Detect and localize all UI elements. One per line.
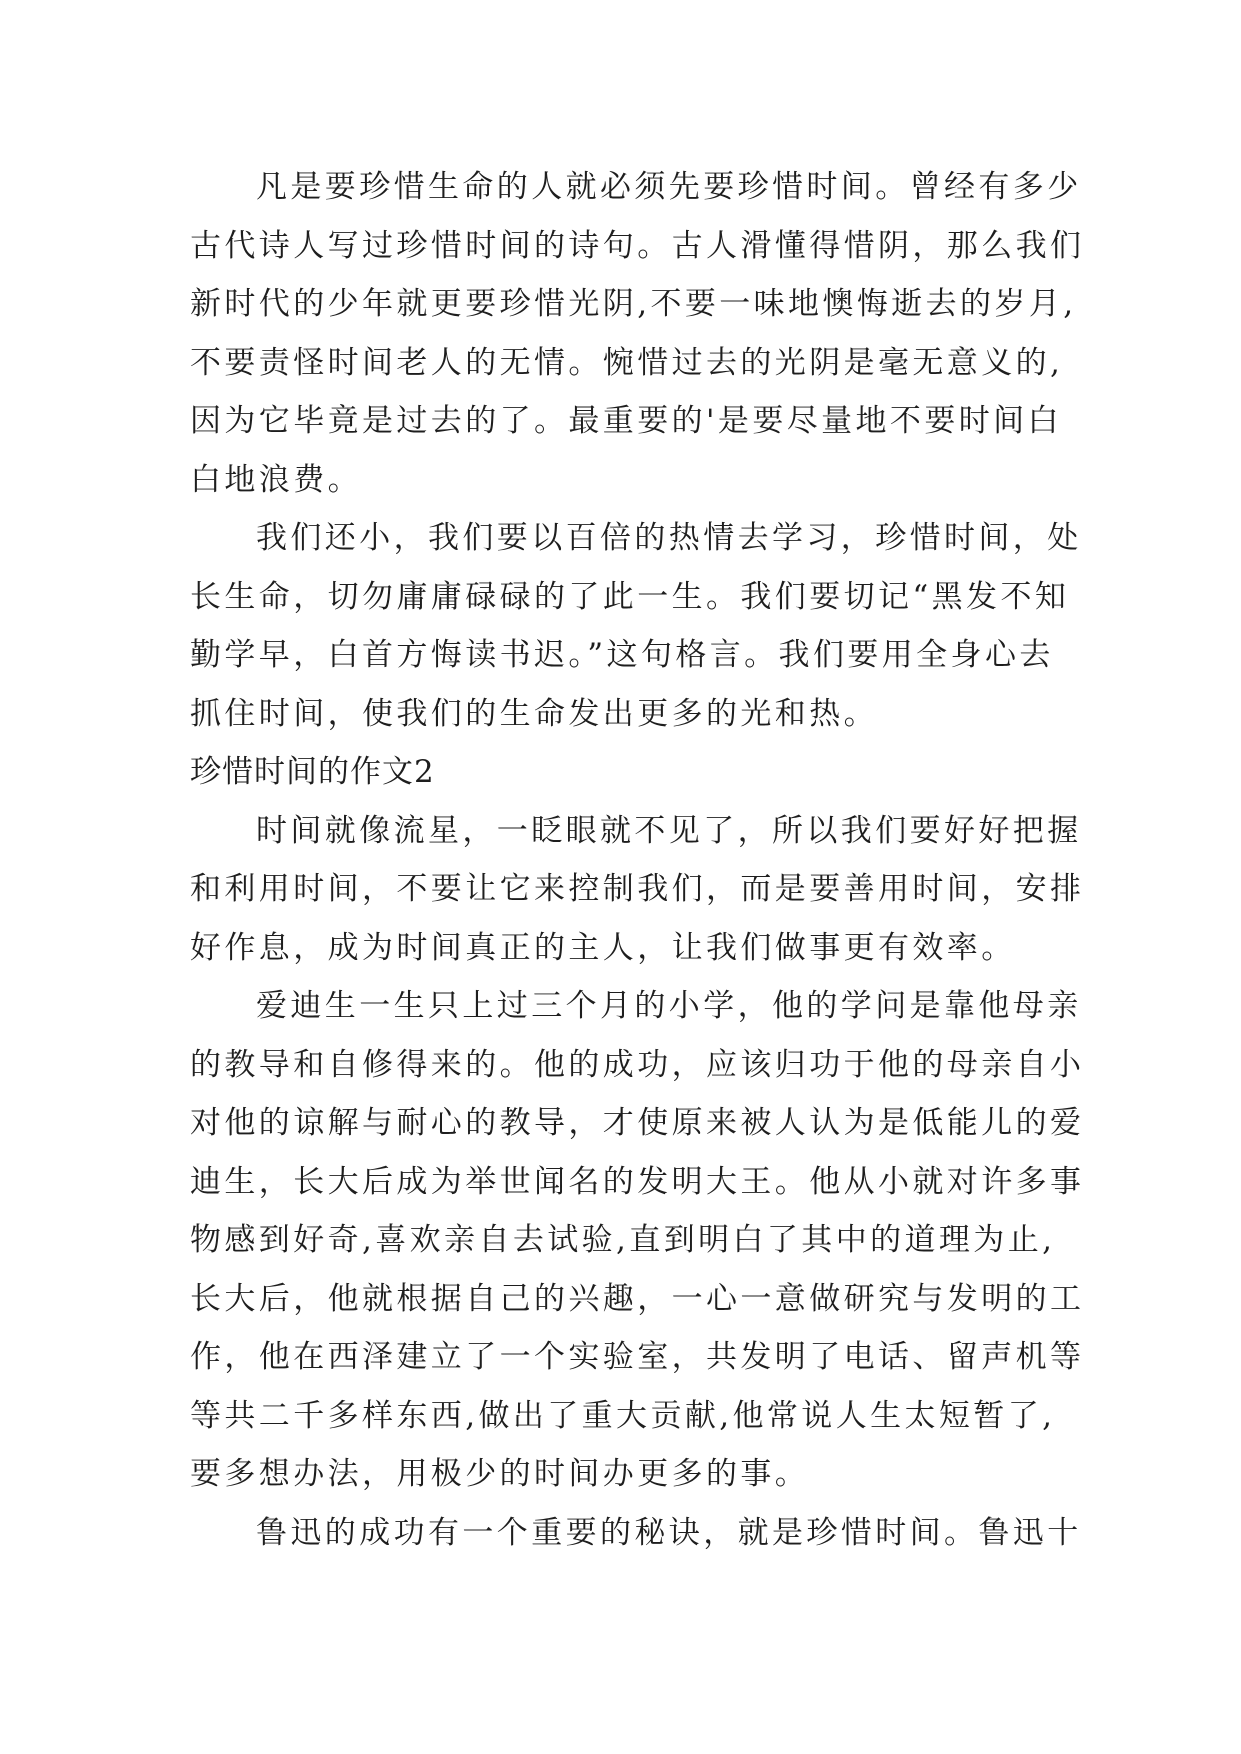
paragraph-1-line-1: 凡是要珍惜生命的人就必须先要珍惜时间。曾经有多少 xyxy=(256,169,1082,205)
paragraph-4-line-5: 物感到好奇,喜欢亲自去试验,直到明白了其中的道理为止, xyxy=(190,1222,1056,1258)
paragraph-2-line-3: 勤学早，白首方悔读书迟。”这句格言。我们要用全身心去 xyxy=(190,637,1054,673)
paragraph-1-line-2: 古代诗人写过珍惜时间的诗句。古人滑懂得惜阴，那么我们 xyxy=(190,227,1085,264)
paragraph-4-line-4: 迪生，长大后成为举世闻名的发明大王。他从小就对许多事 xyxy=(190,1163,1085,1200)
paragraph-1-line-3: 新时代的少年就更要珍惜光阴,不要一味地懊悔逝去的岁月, xyxy=(190,286,1077,322)
paragraph-1-line-6: 白地浪费。 xyxy=(190,461,362,498)
paragraph-2-line-2: 长生命，切勿庸庸碌碌的了此一生。我们要切记“黑发不知 xyxy=(190,578,1070,615)
paragraph-4-line-1: 爱迪生一生只上过三个月的小学，他的学问是靠他母亲 xyxy=(256,988,1082,1024)
paragraph-5-line-1: 鲁迅的成功有一个重要的秘诀，就是珍惜时间。鲁迅十 xyxy=(256,1514,1082,1551)
paragraph-3-line-2: 和利用时间，不要让它来控制我们，而是要善用时间，安排 xyxy=(190,871,1085,907)
paragraph-1-line-4: 不要责怪时间老人的无情。惋惜过去的光阴是毫无意义的, xyxy=(190,344,1064,381)
paragraph-4-line-9: 要多想办法，用极少的时间办更多的事。 xyxy=(190,1456,810,1492)
paragraph-4-line-8: 等共二千多样东西,做出了重大贡献,他常说人生太短暂了, xyxy=(190,1397,1056,1434)
essay-text xyxy=(190,158,1090,1562)
paragraph-2-line-1: 我们还小，我们要以百倍的热情去学习，珍惜时间，处 xyxy=(256,520,1082,556)
paragraph-4-line-3: 对他的谅解与耐心的教导，才使原来被人认为是低能儿的爱 xyxy=(190,1105,1085,1141)
paragraph-4-line-7: 作，他在西泽建立了一个实验室，共发明了电话、留声机等 xyxy=(190,1339,1085,1375)
paragraph-4-line-6: 长大后，他就根据自己的兴趣，一心一意做研究与发明的工 xyxy=(190,1280,1085,1317)
paragraph-3-line-1: 时间就像流星，一眨眼就不见了，所以我们要好好把握 xyxy=(256,812,1082,849)
paragraph-3-line-3: 好作息，成为时间真正的主人，让我们做事更有效率。 xyxy=(190,929,1016,966)
paragraph-4-line-2: 的教导和自修得来的。他的成功，应该归功于他的母亲自小 xyxy=(190,1046,1085,1083)
paragraph-1-line-5: 因为它毕竟是过去的了。最重要的'是要尽量地不要时间白 xyxy=(190,403,1062,439)
section-heading: 珍惜时间的作文2 xyxy=(190,754,435,790)
paragraph-2-line-4: 抓住时间，使我们的生命发出更多的光和热。 xyxy=(190,695,878,732)
